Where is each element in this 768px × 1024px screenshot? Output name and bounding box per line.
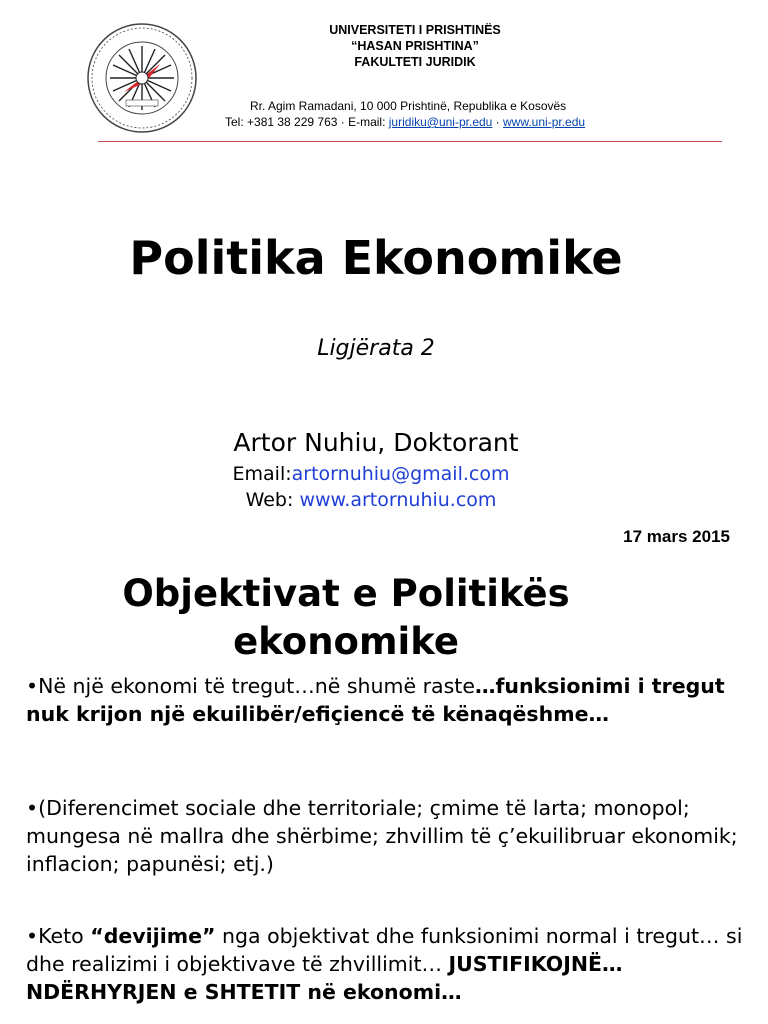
- address: Rr. Agim Ramadani, 10 000 Prishtinë, Republika e Kosovës: [250, 99, 567, 113]
- section-heading-line1: Objektivat e Politikës: [122, 572, 570, 615]
- lecture-subtitle: Ligjërata 2: [317, 336, 435, 361]
- separator: ·: [492, 115, 504, 129]
- faculty-email-link[interactable]: juridiku@uni-pr.edu: [388, 115, 493, 129]
- faculty-name: FAKULTETI JURIDIK: [354, 55, 476, 69]
- author-web-line: [0, 487, 742, 513]
- university-header: [250, 22, 580, 70]
- paragraph-3-start: •Keto: [26, 924, 91, 948]
- section-heading: [0, 570, 692, 666]
- author-web-link[interactable]: www.artornuhiu.com: [299, 489, 497, 511]
- paragraph-2: •(Diferencimet sociale dhe territoriale; çmime të larta; monopol; mungesa në mallra dhe shërbime; zhvillim të ç’ekuilibruar ekonomik; inflacion; papunësi; etj.): [26, 796, 738, 876]
- paragraph-3-conclusion: JUSTIFIKOJNË… NDËRHYRJEN e SHTETIT në ekonomi…: [26, 952, 623, 1004]
- web-label: Web:: [245, 489, 300, 511]
- document-date: 17 mars 2015: [623, 527, 730, 546]
- contact-line: [225, 114, 585, 130]
- paragraph-3: [26, 922, 746, 1006]
- author-name: Artor Nuhiu, Doktorant: [233, 428, 519, 457]
- paragraph-3-bold-term: “devijime”: [90, 924, 216, 948]
- author-email-link[interactable]: artornuhiu@gmail.com: [291, 463, 510, 485]
- paragraph-1-text: •Në një ekonomi të tregut…në shumë raste: [26, 674, 475, 698]
- paragraph-1-bold: …funksionimi i tregut nuk krijon një ekuilibër/efiçiencë të kënaqëshme…: [26, 674, 725, 726]
- university-name: “HASAN PRISHTINA”: [351, 39, 479, 53]
- paragraph-3-middle: nga objektivat dhe funksionimi normal i tregut… si dhe realizimi i objektivave të zhvillimit…: [26, 924, 743, 976]
- email-label: Email:: [232, 463, 292, 485]
- university-seal-icon: [86, 22, 198, 134]
- header-divider: [98, 141, 722, 142]
- document-title: Politika Ekonomike: [129, 231, 623, 285]
- section-heading-line2: ekonomike: [233, 620, 459, 663]
- paragraph-1: [26, 672, 746, 728]
- author-email-line: [0, 461, 742, 487]
- faculty-website-link[interactable]: www.uni-pr.edu: [503, 115, 586, 129]
- university-title: UNIVERSITETI I PRISHTINËS: [329, 23, 501, 37]
- telephone: Tel: +381 38 229 763 · E-mail:: [225, 115, 389, 129]
